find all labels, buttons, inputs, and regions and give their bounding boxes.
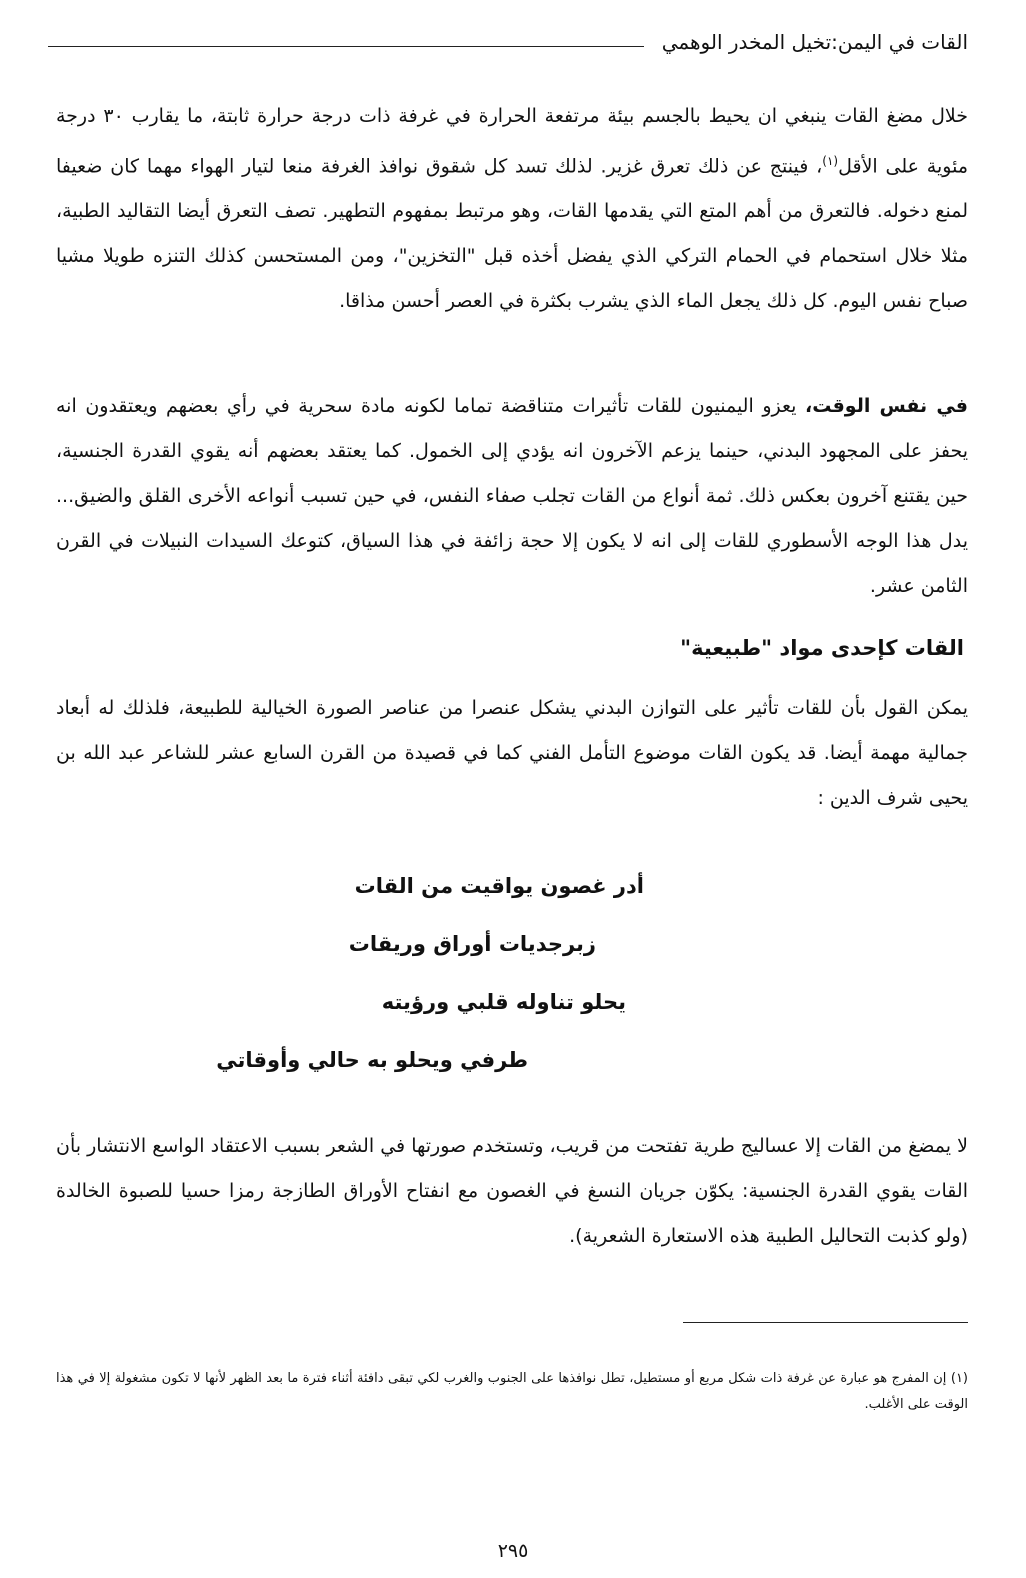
paragraph-3-text: يمكن القول بأن للقات تأثير على التوازن البدني يشكل عنصرا من عناصر الصورة الخيالية للطبيعة، فلذلك له أبعاد جمالية مهمة أيضا. قد يكون القات موضوع التأمل الفني كما في قصيدة من القرن السابع عشر للشاعر عبد الله بن يحيى شرف الدين : bbox=[56, 697, 968, 809]
footnote-rule bbox=[683, 1322, 968, 1323]
running-header bbox=[48, 30, 968, 54]
paragraph-2 bbox=[56, 384, 968, 609]
poem-line-1: أدر غصون يواقيت من القات bbox=[354, 874, 644, 898]
paragraph-2-text: يعزو اليمنيون للقات تأثيرات متناقضة تماما لكونه مادة سحرية في رأي بعضهم ويعتقدون انه يحفز على المجهود البدني، حينما يزعم الآخرون انه يؤدي إلى الخمول. كما يعتقد بعضهم أنه يقوي القدرة الجنسية، حين يقتنع آخرون بعكس ذلك. ثمة أنواع من القات تجلب صفاء النفس، في حين تسبب أنواعه الأخرى القلق والضيق... يدل هذا الوجه الأسطوري للقات إلى انه لا يكون إلا حجة زائفة في هذا السياق، كتوعك السيدات النبيلات في القرن الثامن عشر. bbox=[56, 395, 968, 597]
page-number: ٢٩٥ bbox=[497, 1540, 529, 1562]
poem-line-3: يحلو تناوله قلبي ورؤيته bbox=[381, 990, 626, 1014]
paragraph-1 bbox=[56, 94, 968, 324]
section-heading: القات كإحدى مواد "طبيعية" bbox=[680, 636, 964, 660]
footnote-reference[interactable]: (١) bbox=[822, 154, 839, 168]
header-title: القات في اليمن:تخيل المخدر الوهمي bbox=[661, 30, 968, 54]
footnote: (١) إن المفرج هو عبارة عن غرفة ذات شكل مربع أو مستطيل، تطل نوافذها على الجنوب والغرب لكي تبقى دافئة أثناء فترة ما بعد الظهر لأنها لا تكون مشغولة إلا في هذا الوقت على الأغلب. bbox=[56, 1371, 968, 1412]
paragraph-1-continued: ، فينتج عن ذلك تعرق غزير. لذلك تسد كل شقوق نوافذ الغرفة منعا لتيار الهواء مهما كان ضعيفا لمنع دخوله. فالتعرق من أهم المتع التي يقدمها القات، وهو مرتبط بمفهوم التطهير. تصف التعرق أيضا التقاليد الطبية، مثلا خلال استحمام في الحمام التركي الذي يفضل أخذه قبل "التخزين"، ومن المستحسن كذلك التنزه طويلا مشيا صباح نفس اليوم. كل ذلك يجعل الماء الذي يشرب بكثرة في العصر أحسن مذاقا. bbox=[56, 155, 968, 313]
paragraph-4 bbox=[56, 1124, 968, 1259]
paragraph-1-text: خلال مضغ القات ينبغي ان يحيط بالجسم بيئة مرتفعة الحرارة في غرفة ذات درجة حرارة ثابتة، ما يقارب ٣٠ درجة مئوية على الأقل bbox=[56, 105, 968, 178]
paragraph-3 bbox=[56, 686, 968, 821]
poem-line-2: زبرجديات أوراق وريقات bbox=[348, 932, 596, 956]
header-rule bbox=[48, 46, 644, 47]
paragraph-2-lead: في نفس الوقت، bbox=[805, 395, 968, 417]
poem-line-4: طرفي ويحلو به حالي وأوقاتي bbox=[216, 1048, 528, 1072]
paragraph-4-text: لا يمضغ من القات إلا عساليج طرية تفتحت من قريب، وتستخدم صورتها في الشعر بسبب الاعتقاد الواسع الانتشار بأن القات يقوي القدرة الجنسية: يكوّن جريان النسغ في الغصون مع انفتاح الأوراق الطازجة رمزا حسيا للصبوة الخالدة (ولو كذبت التحاليل الطبية هذه الاستعارة الشعرية). bbox=[56, 1135, 968, 1247]
